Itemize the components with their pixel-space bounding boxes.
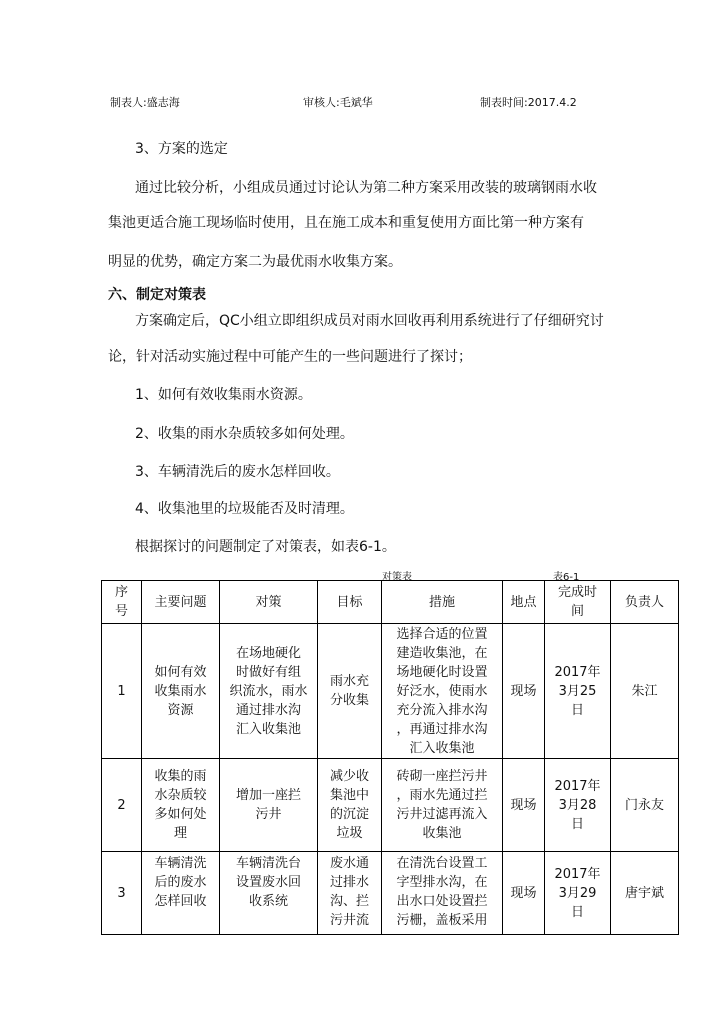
table-cell: 选择合适的位置 建造收集池，在 场地硬化时设置 好泛水，使雨水 充分流入排水沟 ，再通过排水沟 汇入收集池 xyxy=(382,624,503,759)
table-title: 对策表 xyxy=(382,572,412,583)
list-item-2: 2、收集的雨水杂质较多如何处理。 xyxy=(135,426,354,442)
table-cell: 现场 xyxy=(503,852,545,935)
section6-heading: 六、制定对策表 xyxy=(108,287,206,303)
table-cell: 1 xyxy=(102,624,142,759)
table-cell: 在场地硬化 时做好有组 织流水，雨水 通过排水沟 汇入收集池 xyxy=(220,624,318,759)
header-cell: 措施 xyxy=(382,581,503,624)
para1-line1: 通过比较分析，小组成员通过讨论认为第二种方案采用改装的玻璃钢雨水收 xyxy=(135,180,597,196)
table-row xyxy=(102,852,679,935)
table-cell: 门永友 xyxy=(611,759,679,852)
table-cell: 增加一座拦 污井 xyxy=(220,759,318,852)
table-cell: 2 xyxy=(102,759,142,852)
table-cell: 车辆清洗 后的废水 怎样回收 xyxy=(142,852,220,935)
table-cell: 2017年 3月29 日 xyxy=(545,852,611,935)
table-label: 表6-1 xyxy=(553,572,580,583)
table-row xyxy=(102,624,679,759)
table-cell: 2017年 3月25 日 xyxy=(545,624,611,759)
table-cell: 在清洗台设置工 字型排水沟，在 出水口处设置拦 污栅，盖板采用 xyxy=(382,852,503,935)
header-cell: 目标 xyxy=(318,581,382,624)
table-cell: 现场 xyxy=(503,624,545,759)
list-item-3: 3、车辆清洗后的废水怎样回收。 xyxy=(135,464,340,480)
table-cell: 唐宇斌 xyxy=(611,852,679,935)
table-cell: 如何有效 收集雨水 资源 xyxy=(142,624,220,759)
table-cell: 减少收 集池中 的沉淀 垃圾 xyxy=(318,759,382,852)
header-cell: 序 号 xyxy=(102,581,142,624)
table-cell: 现场 xyxy=(503,759,545,852)
header-cell: 主要问题 xyxy=(142,581,220,624)
table-header-row xyxy=(102,581,679,624)
list-item-4: 4、收集池里的垃圾能否及时清理。 xyxy=(135,501,354,517)
table-cell: 2017年 3月28 日 xyxy=(545,759,611,852)
para2-line2: 论，针对活动实施过程中可能产生的一些问题进行了探讨； xyxy=(108,349,472,365)
table-row xyxy=(102,759,679,852)
section3-title: 3、方案的选定 xyxy=(135,141,228,157)
header-cell: 完成时 间 xyxy=(545,581,611,624)
table-cell: 雨水充 分收集 xyxy=(318,624,382,759)
preparer-label: 制表人:盛志海 xyxy=(110,96,180,109)
header-cell: 地点 xyxy=(503,581,545,624)
table-cell: 废水通 过排水 沟、拦 污井流 xyxy=(318,852,382,935)
countermeasure-table xyxy=(101,580,679,935)
header-cell: 对策 xyxy=(220,581,318,624)
para2-line1: 方案确定后，QC小组立即组织成员对雨水回收再利用系统进行了仔细研究讨 xyxy=(135,313,604,329)
para3: 根据探讨的问题制定了对策表，如表6-1。 xyxy=(135,539,396,555)
table-cell: 收集的雨 水杂质较 多如何处 理 xyxy=(142,759,220,852)
para1-line2: 集池更适合施工现场临时使用，且在施工成本和重复使用方面比第一种方案有 xyxy=(108,215,584,231)
list-item-1: 1、如何有效收集雨水资源。 xyxy=(135,387,312,403)
date-label: 制表时间:2017.4.2 xyxy=(480,96,577,109)
table-cell: 朱江 xyxy=(611,624,679,759)
table-cell: 车辆清洗台 设置废水回 收系统 xyxy=(220,852,318,935)
para1-line3: 明显的优势，确定方案二为最优雨水收集方案。 xyxy=(108,254,402,270)
table-cell: 3 xyxy=(102,852,142,935)
header-cell: 负责人 xyxy=(611,581,679,624)
table-cell: 砖砌一座拦污井 ，雨水先通过拦 污井过滤再流入 收集池 xyxy=(382,759,503,852)
reviewer-label: 审核人:毛斌华 xyxy=(303,96,373,109)
